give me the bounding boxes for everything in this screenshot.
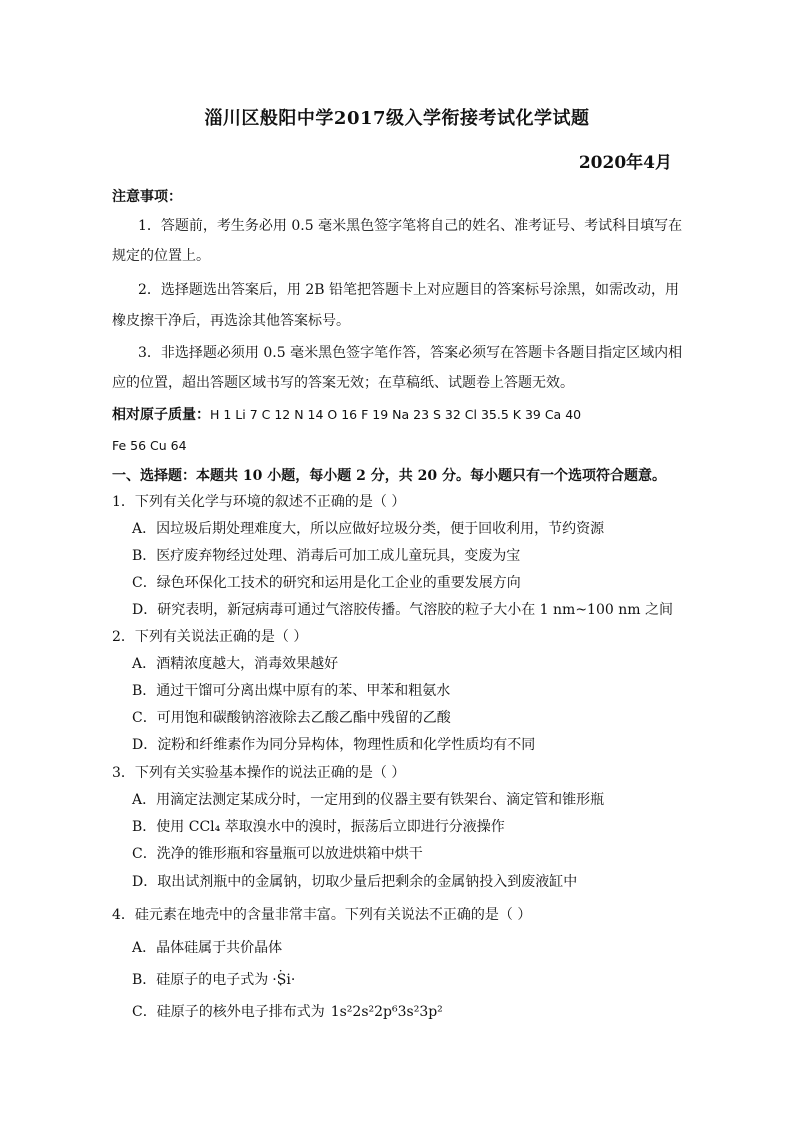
note-1-line-2: 规定的位置上。 [112, 248, 210, 264]
note-2-line-2: 橡皮擦干净后，再选涂其他答案标号。 [112, 313, 350, 329]
silicon-electron-dot-symbol: · Si · [277, 970, 291, 990]
question-1-option-d: D．研究表明，新冠病毒可通过气溶胶传播。气溶胶的粒子大小在 1 nm~100 nm 之间 [132, 602, 673, 618]
note-1-line-1: 1．答题前，考生务必用 0.5 毫米黑色签字笔将自己的姓名、准考证号、考试科目填写在 [138, 218, 683, 234]
question-1-stem: 1．下列有关化学与环境的叙述不正确的是（ ） [112, 494, 406, 510]
atomic-masses-line-1 [112, 405, 581, 425]
section-heading [112, 466, 666, 486]
silicon-electron-configuration: 1s²2s²2p⁶3s²3p² [330, 1004, 443, 1020]
atomic-masses-line-2: Fe 56 Cu 64 [112, 438, 187, 453]
question-4-option-c-text: C．硅原子的核外电子排布式为 [132, 1004, 325, 1020]
question-1-option-a: A．因垃圾后期处理难度大，所以应做好垃圾分类，便于回收利用，节约资源 [132, 521, 605, 537]
question-3-option-a: A．用滴定法测定某成分时，一定用到的仪器主要有铁架台、滴定管和锥形瓶 [132, 792, 605, 808]
question-3-option-d: D．取出试剂瓶中的金属钠，切取少量后把剩余的金属钠投入到废液缸中 [132, 874, 578, 890]
question-2-option-c: C．可用饱和碳酸钠溶液除去乙酸乙酯中残留的乙酸 [132, 710, 451, 726]
question-3-option-c: C．洗净的锥形瓶和容量瓶可以放进烘箱中烘干 [132, 846, 423, 862]
silicon-dot-right: · [290, 972, 296, 988]
question-1-option-b: B．医疗废弃物经过处理、消毒后可加工成儿童玩具，变废为宝 [132, 548, 521, 564]
question-4-option-c [132, 1002, 443, 1022]
question-4-option-b-text: B．硅原子的电子式为 [132, 972, 269, 988]
exam-date: 2020年4月 [578, 153, 672, 173]
atomic-masses-label: 相对原子质量： [112, 407, 210, 423]
question-2-option-a: A．酒精浓度越大，消毒效果越好 [132, 656, 339, 672]
note-3-line-2: 应的位置，超出答题区域书写的答案无效；在草稿纸、试题卷上答题无效。 [112, 375, 574, 391]
note-3-line-1: 3．非选择题必须用 0.5 毫米黑色签字笔作答，答案必须写在答题卡各题目指定区域内相 [138, 345, 683, 361]
question-2-option-b: B．通过干馏可分离出煤中原有的苯、甲苯和粗氨水 [132, 683, 451, 699]
section-heading-rest: ：本题共 10 小题，每小题 2 分，共 20 分。每小题只有一个选项符合题意。 [182, 468, 666, 484]
question-4-stem: 4．硅元素在地壳中的含量非常丰富。下列有关说法不正确的是（ ） [112, 907, 532, 923]
notes-heading: 注意事项： [112, 189, 182, 205]
atomic-masses-values: H 1 Li 7 C 12 N 14 O 16 F 19 Na 23 S 32 Cl 35.5 K 39 Ca 40 [210, 407, 582, 422]
question-1-option-c: C．绿色环保化工技术的研究和运用是化工企业的重要发展方向 [132, 575, 521, 591]
question-3-stem: 3．下列有关实验基本操作的说法正确的是（ ） [112, 765, 406, 781]
question-2-option-d: D．淀粉和纤维素作为同分异构体，物理性质和化学性质均有不同 [132, 737, 536, 753]
question-4-option-b [132, 970, 295, 990]
silicon-dot-left: · [272, 972, 277, 988]
section-heading-prefix: 一、选择题 [112, 468, 182, 484]
question-4-option-a: A．晶体硅属于共价晶体 [132, 940, 283, 956]
exam-title: 淄川区般阳中学2017级入学衔接考试化学试题 [204, 108, 590, 129]
question-2-stem: 2．下列有关说法正确的是（ ） [112, 629, 308, 645]
question-3-option-b: B．使用 CCl₄ 萃取溴水中的溴时，振荡后立即进行分液操作 [132, 819, 505, 835]
note-2-line-1: 2．选择题选出答案后，用 2B 铅笔把答题卡上对应题目的答案标号涂黑，如需改动，用 [138, 282, 680, 298]
